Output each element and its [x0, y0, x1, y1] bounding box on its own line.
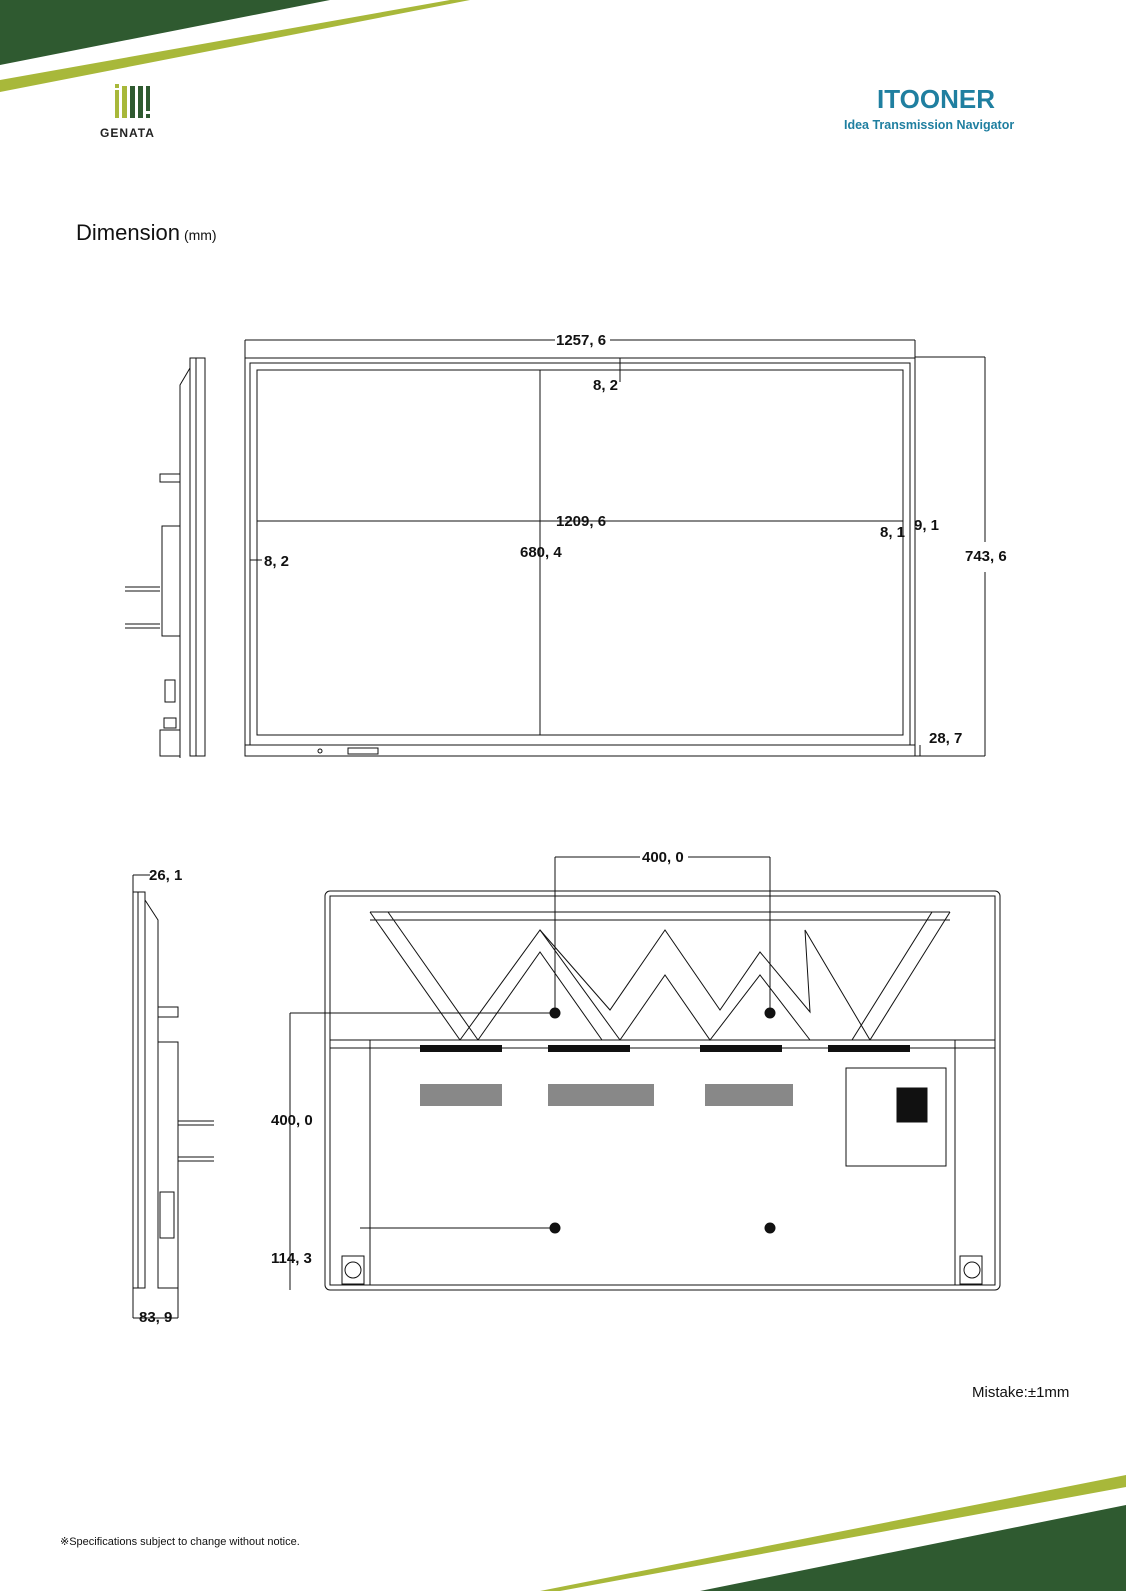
- bottom-right-banner: [540, 1475, 1126, 1591]
- rear-side-profile: [133, 875, 214, 1318]
- front-overall-height-label: 743, 6: [965, 548, 1007, 565]
- front-side-profile: [125, 358, 205, 758]
- top-left-banner: [0, 0, 470, 92]
- front-overall-width-label: 1257, 6: [556, 332, 607, 349]
- front-active-height-label: 680, 4: [520, 544, 562, 561]
- front-active-width-label: 1209, 6: [556, 513, 607, 530]
- rear-vesa-vertical-label: 400, 0: [271, 1112, 313, 1129]
- rear-vesa-bottom-offset-label: 114, 3: [271, 1250, 312, 1267]
- itooner-logo: ITOONER: [877, 84, 995, 114]
- front-dimension-lines: [245, 340, 985, 756]
- front-right-bezel-inner-label: 8, 1: [880, 524, 906, 541]
- title-unit: (mm): [183, 227, 217, 243]
- rear-side-top-depth-label: 26, 1: [149, 867, 183, 884]
- title-text: Dimension: [76, 220, 180, 245]
- genata-logo-icon: [115, 84, 150, 118]
- front-left-bezel-label: 8, 2: [264, 553, 290, 570]
- rear-vents: [420, 1045, 910, 1106]
- rear-side-total-depth-label: 83, 9: [139, 1309, 173, 1326]
- front-frame: [245, 358, 915, 756]
- front-view-drawing: [125, 332, 1007, 758]
- tolerance-note: Mistake:±1mm: [972, 1384, 1070, 1401]
- itooner-tagline: Idea Transmission Navigator: [844, 118, 1015, 132]
- page-title: [76, 220, 217, 246]
- front-bottom-bezel-label: 28, 7: [929, 730, 963, 747]
- specification-notice: ※Specifications subject to change without notice.: [60, 1536, 300, 1548]
- front-right-bezel-outer-label: 9, 1: [914, 517, 940, 534]
- rear-vesa-horizontal-label: 400, 0: [642, 849, 684, 866]
- rear-panel: [290, 857, 1000, 1290]
- genata-brand-name: GENATA: [100, 126, 155, 140]
- front-top-bezel-label: 8, 2: [593, 377, 619, 394]
- rear-view-drawing: [133, 849, 1000, 1326]
